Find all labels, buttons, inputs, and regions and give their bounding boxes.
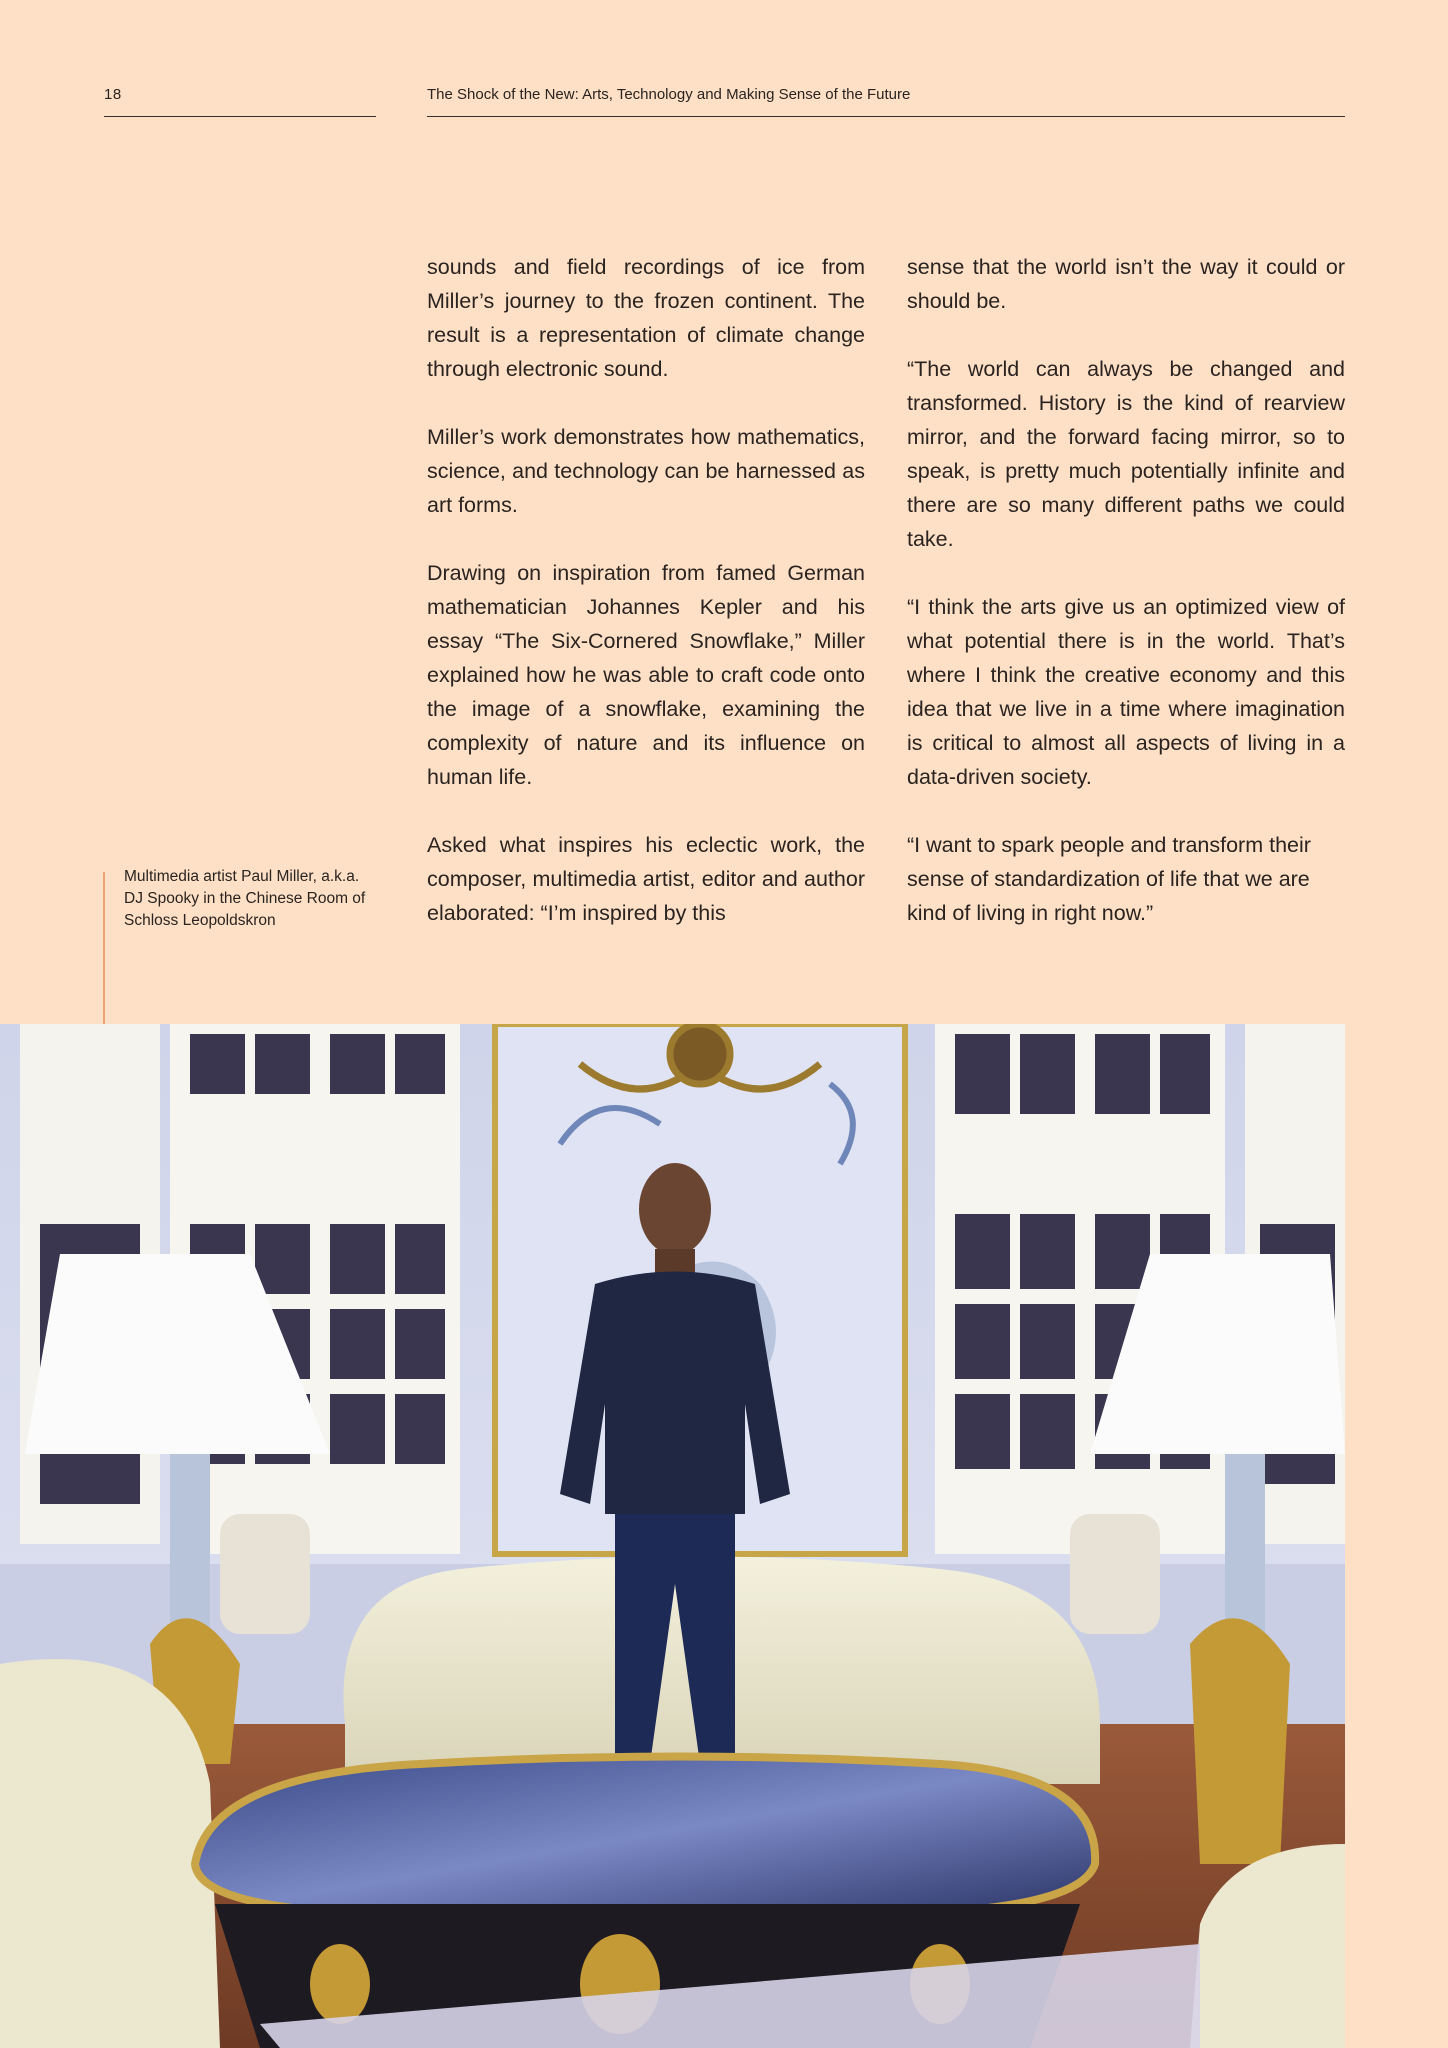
chair-right bbox=[1070, 1514, 1160, 1634]
paragraph: Miller’s work demonstrates how mathematics, science, and technology can be harnessed as art forms. bbox=[427, 425, 865, 517]
header-rule-right bbox=[427, 116, 1345, 117]
paragraph: “I think the arts give us an optimized view of what potential there is in the world. That’s where I think the creative economy and this idea that we live in a time where imagination is critical to almost all aspects of living in a data-driven society. bbox=[907, 595, 1345, 789]
paragraph: sense that the world isn’t the way it could or should be. bbox=[907, 255, 1345, 313]
header-rule-left bbox=[104, 116, 376, 117]
text-column-right bbox=[907, 250, 1345, 964]
chair-left bbox=[220, 1514, 310, 1634]
caption-accent-bar bbox=[103, 872, 105, 1024]
photo-caption: Multimedia artist Paul Miller, a.k.a. DJ Spooky in the Chinese Room of Schloss Leopoldskron bbox=[124, 868, 366, 929]
paragraph: Drawing on inspiration from famed German mathematician Johannes Kepler and his essay “The Six-Cornered Snowflake,” Miller explained how he was able to craft code onto the image of a snowflake, examining the complexity of nature and its influence on human life. bbox=[427, 561, 865, 789]
paragraph: sounds and field recordings of ice from Miller’s journey to the frozen continent. The result is a representation of climate change through electronic sound. bbox=[427, 255, 865, 381]
paragraph: “I want to spark people and transform their sense of standardization of life that we are kind of living in right now.” bbox=[907, 833, 1311, 925]
photo bbox=[0, 1024, 1345, 2048]
text-column-left bbox=[427, 250, 865, 964]
running-title: The Shock of the New: Arts, Technology and Making Sense of the Future bbox=[427, 86, 911, 103]
paragraph: Asked what inspires his eclectic work, the composer, multimedia artist, editor and author elaborated: “I’m inspired by this bbox=[427, 833, 865, 925]
paragraph: “The world can always be changed and transformed. History is the kind of rearview mirror, and the forward facing mirror, so to speak, is pretty much potentially infinite and there are so many different paths we could take. bbox=[907, 357, 1345, 551]
page-number: 18 bbox=[104, 86, 122, 103]
